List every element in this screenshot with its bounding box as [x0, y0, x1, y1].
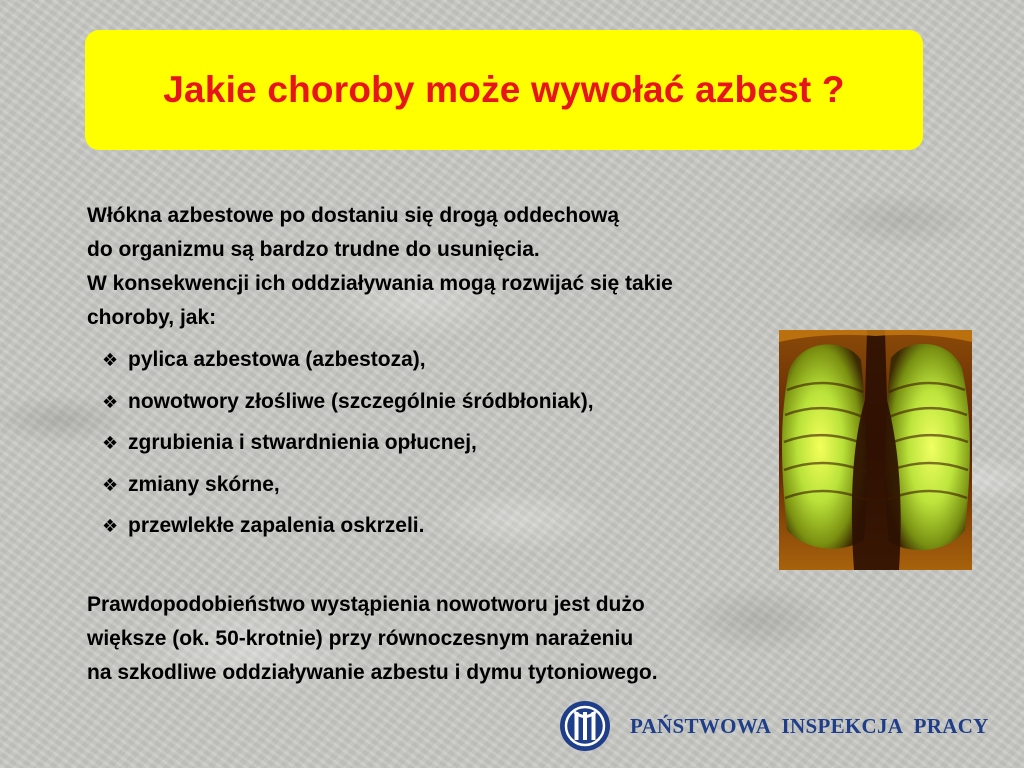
- diamond-bullet-icon: ❖: [102, 391, 119, 412]
- diamond-bullet-icon: ❖: [102, 433, 119, 453]
- chest-xray-graphic: [779, 330, 972, 570]
- intro-paragraph: [87, 199, 673, 335]
- title-banner: [85, 30, 923, 150]
- diamond-bullet-icon: ❖: [102, 350, 119, 370]
- intro-line: do organizmu są bardzo trudne do usunięcia.: [87, 238, 540, 261]
- summary-line: na szkodliwe oddziaływanie azbestu i dymu tytoniowego.: [87, 661, 658, 684]
- summary-line: większe (ok. 50-krotnie) przy równoczesnym narażeniu: [87, 627, 634, 650]
- list-item: [102, 385, 594, 427]
- summary-paragraph: [87, 588, 658, 690]
- list-item-text: przewlekłe zapalenia oskrzeli.: [128, 514, 425, 537]
- intro-line: W konsekwencji ich oddziaływania mogą rozwijać się takie: [87, 272, 673, 295]
- summary-line: Prawdopodobieństwo wystąpienia nowotworu jest dużo: [87, 593, 645, 616]
- slide-title: Jakie choroby może wywołać azbest ?: [163, 69, 845, 110]
- list-item-text: pylica azbestowa (azbestoza),: [128, 348, 426, 371]
- logo-text: PAŃSTWOWA INSPEKCJA PRACY: [630, 713, 989, 738]
- intro-line: choroby, jak:: [87, 306, 217, 329]
- list-item-text: nowotwory złośliwe (szczególnie śródbłoniak),: [128, 389, 594, 413]
- diamond-bullet-icon: ❖: [102, 516, 119, 536]
- list-item-text: zmiany skórne,: [128, 472, 280, 496]
- pip-emblem-icon: [558, 699, 612, 753]
- disease-list: [102, 343, 594, 551]
- chest-xray-image: [779, 330, 972, 570]
- diamond-bullet-icon: ❖: [102, 474, 119, 495]
- list-item: [102, 426, 594, 468]
- pip-logo: [558, 698, 1014, 754]
- list-item-text: zgrubienia i stwardnienia opłucnej,: [128, 431, 477, 454]
- list-item: [102, 343, 594, 385]
- intro-line: Włókna azbestowe po dostaniu się drogą oddechową: [87, 204, 620, 227]
- list-item: [102, 509, 594, 551]
- list-item: [102, 468, 594, 510]
